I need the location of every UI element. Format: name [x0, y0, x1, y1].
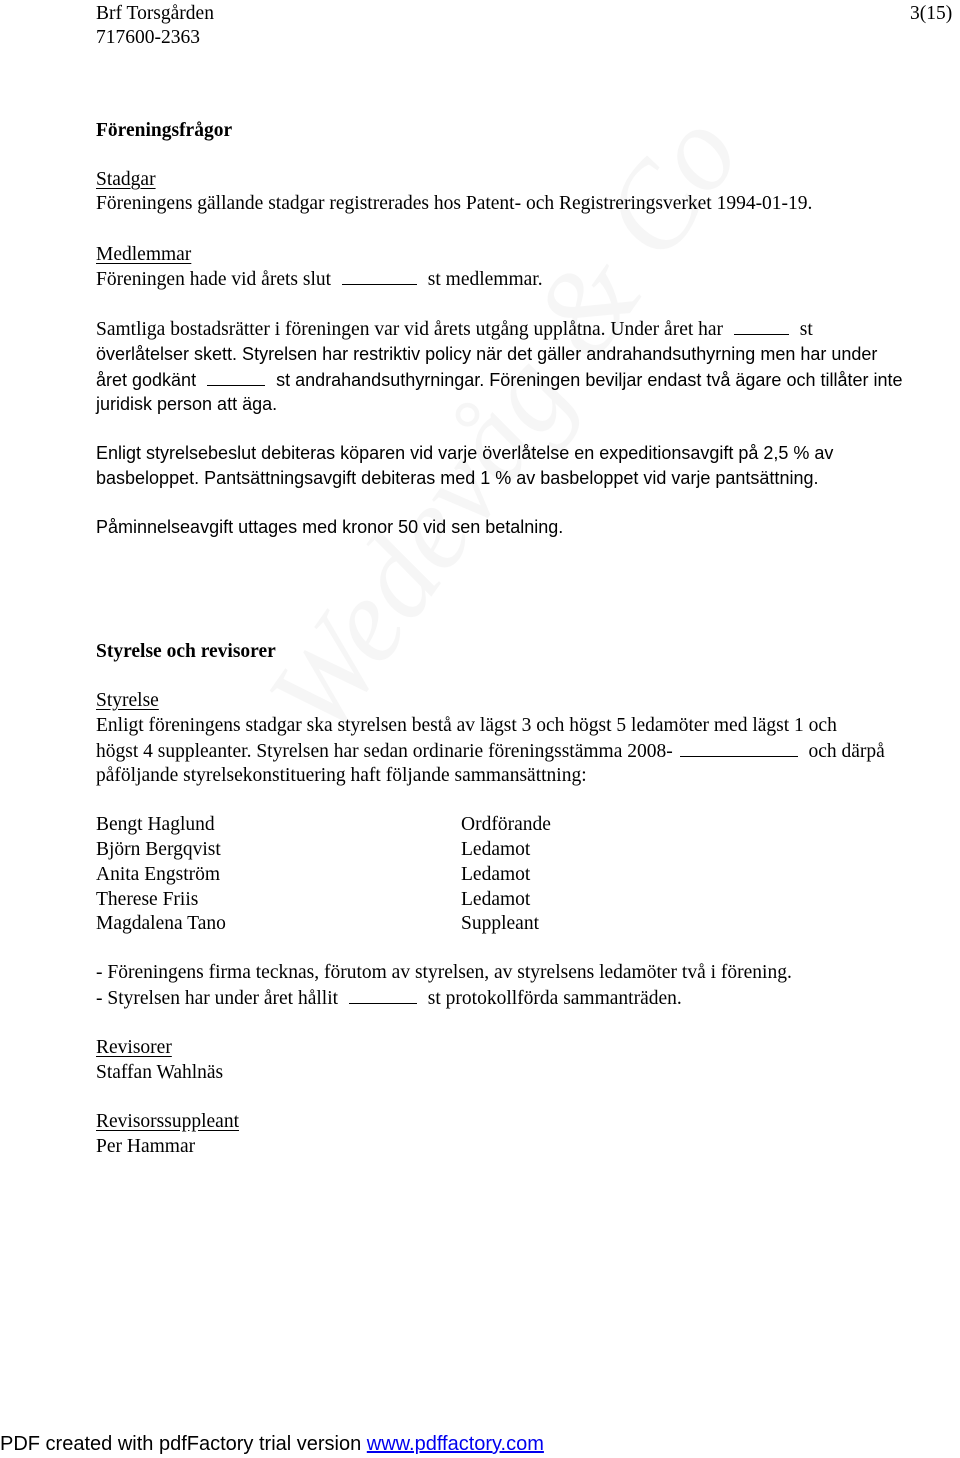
p1-line-2: överlåtelser skett. Styrelsen har restriktiv policy när det gäller andrahandsuthyrning men har under: [96, 344, 878, 364]
bullet-meetings-b: st protokollförda sammanträden.: [427, 988, 682, 1009]
section-heading-foreningsfragor: Föreningsfrågor: [96, 120, 233, 141]
p1-line-3: [96, 370, 903, 389]
subheading-medlemmar: Medlemmar: [96, 244, 192, 265]
p1-line-4: juridisk person att äga.: [96, 394, 278, 414]
section-heading-styrelse: Styrelse och revisorer: [96, 641, 276, 662]
p1-line-3a: året godkänt: [96, 370, 197, 390]
p1-line-1: [96, 319, 813, 340]
member-name: Therese Friis: [96, 889, 199, 910]
header-org-name: Brf Torsgården: [96, 3, 214, 24]
footer-text: PDF created with pdfFactory trial version: [0, 1433, 367, 1455]
styrelse-line-1: Enligt föreningens stadgar ska styrelsen bestå av lägst 3 och högst 5 ledamöter med lägst 1 och: [96, 715, 837, 736]
styrelse-line-3: påföljande styrelsekonstituering haft följande sammansättning:: [96, 765, 587, 786]
medlemmar-line: [96, 269, 543, 290]
p3-text: Påminnelseavgift uttages med kronor 50 vid sen betalning.: [96, 517, 564, 537]
medlemmar-text-a: Föreningen hade vid årets slut: [96, 269, 332, 290]
subheading-revisorer: Revisorer: [96, 1037, 172, 1058]
member-name: Anita Engström: [96, 864, 221, 885]
member-name: Magdalena Tano: [96, 913, 226, 934]
p1-line-3b: st andrahandsuthyrningar. Föreningen beviljar endast två ägare och tillåter inte: [276, 370, 903, 390]
member-name: Bengt Haglund: [96, 814, 215, 835]
styrelse-line-2: [96, 741, 885, 762]
blank-field-sublets: [207, 370, 265, 386]
p1-line-1a: Samtliga bostadsrätter i föreningen var vid årets utgång upplåtna. Under året har: [96, 319, 724, 340]
footer-link[interactable]: www.pdffactory.com: [366, 1433, 544, 1455]
stadgar-text: Föreningens gällande stadgar registrerades hos Patent- och Registreringsverket 1994-01-19.: [96, 193, 813, 214]
member-name: Björn Bergqvist: [96, 839, 221, 860]
blank-field-date: [680, 741, 798, 757]
p2-line-1: Enligt styrelsebeslut debiteras köparen vid varje överlåtelse en expeditionsavgift på 2,5 % av: [96, 443, 834, 463]
medlemmar-text-b: st medlemmar.: [427, 269, 543, 290]
subheading-revisorssuppleant: Revisorssuppleant: [96, 1111, 239, 1132]
member-role: Ledamot: [461, 889, 531, 910]
member-role: Ledamot: [461, 839, 531, 860]
header-org-number: 717600-2363: [96, 27, 200, 48]
watermark: [240, 88, 767, 759]
p2-line-2: basbeloppet. Pantsättningsavgift debiteras med 1 % av basbeloppet vid varje pantsättning.: [96, 468, 819, 488]
page-number: 3(15): [910, 3, 953, 24]
bullet-meetings: [96, 988, 682, 1009]
p1-line-1b: st: [799, 319, 813, 340]
blank-field-transfers: [734, 319, 789, 335]
member-role: Ledamot: [461, 864, 531, 885]
member-role: Suppleant: [461, 913, 539, 934]
member-role: Ordförande: [461, 814, 551, 835]
subheading-styrelse: Styrelse: [96, 690, 159, 711]
subheading-stadgar: Stadgar: [96, 169, 156, 190]
styrelse-line-2a: högst 4 suppleanter. Styrelsen har sedan ordinarie föreningsstämma 2008-: [96, 741, 673, 762]
bullet-signatory: - Föreningens firma tecknas, förutom av styrelsen, av styrelsens ledamöter två i förening.: [96, 962, 792, 983]
blank-field-meetings: [349, 988, 417, 1004]
blank-field-members: [342, 269, 417, 285]
styrelse-line-2b: och därpå: [808, 741, 885, 762]
pdf-footer: [0, 1433, 544, 1456]
bullet-meetings-a: - Styrelsen har under året hållit: [96, 988, 339, 1009]
deputy-auditor-name: Per Hammar: [96, 1136, 196, 1157]
auditor-name: Staffan Wahlnäs: [96, 1062, 224, 1083]
